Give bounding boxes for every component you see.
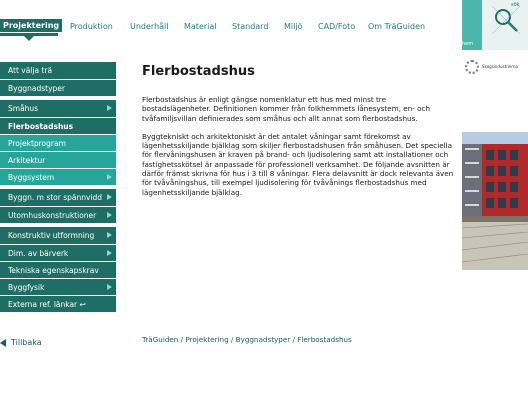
paragraph-intro: Flerbostadshus är enligt gängse nomenklatur ett hus med minst tre bostadslägenheter. Definitionen kommer från folkhemmets lånesystem, en- och tvåfamiljsvillan definierades som småhus och allt annat som flerbostadshus. <box>142 95 431 123</box>
arrow-left-icon <box>0 339 6 347</box>
arrow-right-icon <box>107 212 112 218</box>
sidebar-item-label: Byggnadstyper <box>8 84 65 93</box>
sidebar-item-byggnadstyper[interactable] <box>0 79 116 96</box>
tab-produktion[interactable]: Produktion <box>70 22 113 31</box>
sidebar-item-label: Externa ref. länkar ↩ <box>8 300 86 309</box>
sidebar-item-label: Dim. av bärverk <box>8 249 69 258</box>
sidebar-item-label: Flerbostadshus <box>8 122 74 131</box>
sidebar-item-label: Byggn. m stor spännvidd <box>8 193 103 202</box>
tab-underhall[interactable]: Underhåll <box>130 22 169 31</box>
building-photo <box>462 132 528 270</box>
main-content <box>142 64 454 206</box>
page-title: Flerbostadshus <box>142 64 255 79</box>
sidebar-item-konstruktiv-utformning[interactable] <box>0 227 116 244</box>
sidebar-item-label: Byggsystem <box>8 173 55 182</box>
sidebar-item-label: Tekniska egenskapskrav <box>8 266 99 275</box>
tab-standard[interactable]: Standard <box>232 22 269 31</box>
sidebar-item-label: Byggfysik <box>8 283 45 292</box>
brand-logo-icon <box>465 60 479 74</box>
arrow-right-icon <box>107 284 112 290</box>
arrow-right-icon <box>107 232 112 238</box>
arrow-right-icon <box>107 250 112 256</box>
sidebar-item-byggfysik[interactable] <box>0 278 116 295</box>
tab-projektering[interactable]: Projektering <box>0 19 62 32</box>
sidebar-item-smahus[interactable] <box>0 100 116 117</box>
tab-cad-foto[interactable]: CAD/Foto <box>318 22 356 31</box>
sidebar-item-label: Konstruktiv utformning <box>8 231 95 240</box>
sidebar-item-projektprogram[interactable] <box>0 134 116 151</box>
brand-text: Skogsindustrierna <box>482 64 518 69</box>
breadcrumb[interactable]: TräGuiden / Projektering / Byggnadstyper / Flerbostadshus <box>142 335 352 344</box>
active-tab-caret <box>24 36 34 41</box>
sidebar-item-label: Projektprogram <box>8 139 66 148</box>
search-label[interactable]: sök <box>511 2 520 8</box>
tab-material[interactable]: Material <box>184 22 217 31</box>
paragraph-body: Byggtekniskt och arkitektoniskt är det antalet våningar samt förekomst av lägenhetsskiljande bjälklag som skiljer flerbostadshusen från småhusen. Det speciella för flervåningshusen är kraven på brand- och ljudisolering samt att installationer och fastighetsskötsel är anpassade för professionell verksamhet. De följande avsnitten är därför främst skrivna för hus i 3 till 8 våningar. Flera delavsnitt är dock relevanta även för tvåvåningshus, till exempel ljudisolering för tvåvånings flerbostadshus med lägenhetsskiljande bjälklag. <box>142 131 454 197</box>
tab-miljo[interactable]: Miljö <box>284 22 303 31</box>
sidebar-item-label: Utomhuskonstruktioner <box>8 211 97 220</box>
arrow-right-icon <box>107 174 112 180</box>
sidebar-nav <box>0 62 116 312</box>
back-link[interactable] <box>0 338 42 347</box>
sidebar-item-att-valja-tra[interactable] <box>0 62 116 79</box>
sidebar-item-utomhuskonstruktioner[interactable] <box>0 206 116 223</box>
home-label[interactable]: hem <box>462 41 474 47</box>
sidebar-item-byggsystem[interactable] <box>0 168 116 185</box>
sidebar-item-arkitektur[interactable] <box>0 151 116 168</box>
arrow-right-icon <box>107 194 112 200</box>
sidebar-item-label: Småhus <box>8 104 39 113</box>
sidebar-item-externa-ref-lankar[interactable] <box>0 295 116 312</box>
arrow-right-icon <box>107 105 112 111</box>
sidebar-item-dim-av-barverk[interactable] <box>0 244 116 261</box>
back-label: Tillbaka <box>11 338 42 347</box>
sidebar-item-tekniska-egenskapskrav[interactable] <box>0 261 116 278</box>
sidebar-item-byggn-stor-spannvidd[interactable] <box>0 189 116 206</box>
tab-om-traguiden[interactable]: Om TräGuiden <box>368 22 426 31</box>
sidebar-item-label: Arkitektur <box>8 156 46 165</box>
sidebar-item-flerbostadshus[interactable] <box>0 117 116 134</box>
top-navigation <box>0 0 462 44</box>
sidebar-item-label: Att välja trä <box>8 66 53 75</box>
search-icon[interactable] <box>492 6 520 34</box>
